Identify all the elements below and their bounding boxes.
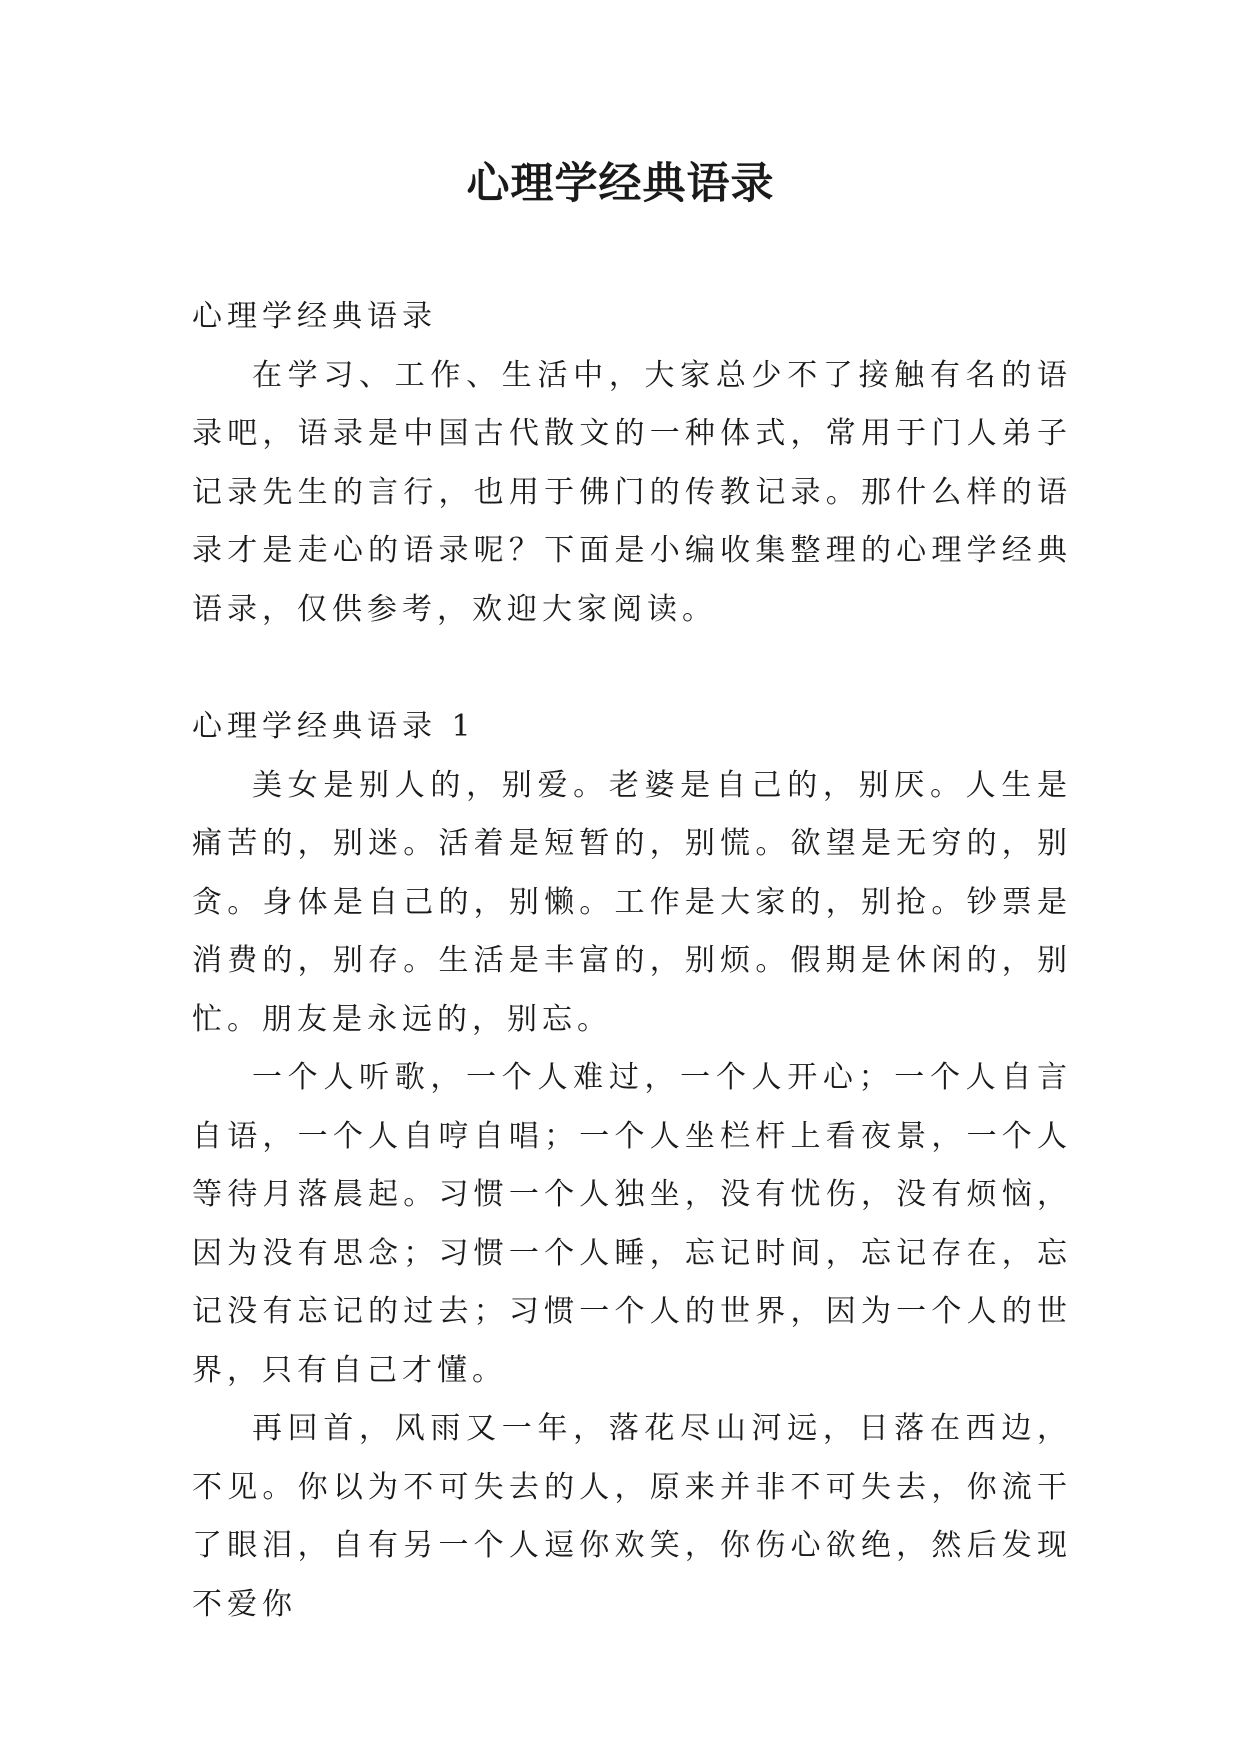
section-1-heading: 心理学经典语录 1: [192, 709, 476, 744]
section-1-paragraph-1: 美女是别人的，别爱。老婆是自己的，别厌。人生是痛苦的，别迷。活着是短暂的，别慌。欲望是无穷的，别贪。身体是自己的，别懒。工作是大家的，别抢。钞票是消费的，别存。生活是丰富的，别烦。假期是休闲的，别忙。朋友是永远的，别忘。: [192, 767, 1072, 1037]
section-1-paragraph-3: 再回首，风雨又一年，落花尽山河远，日落在西边，不见。你以为不可失去的人，原来并非不可失去，你流干了眼泪，自有另一个人逗你欢笑，你伤心欲绝，然后发现不爱你: [192, 1411, 1072, 1622]
intro-paragraph: 在学习、工作、生活中，大家总少不了接触有名的语录吧，语录是中国古代散文的一种体式，常用于门人弟子记录先生的言行，也用于佛门的传教记录。那什么样的语录才是走心的语录呢？下面是小编收集整理的心理学经典语录，仅供参考，欢迎大家阅读。: [192, 357, 1072, 627]
intro-heading: 心理学经典语录: [192, 299, 437, 334]
document-body: [192, 288, 1072, 1634]
document-title: 心理学经典语录: [466, 159, 775, 209]
section-1-paragraph-2: 一个人听歌，一个人难过，一个人开心；一个人自言自语，一个人自哼自唱；一个人坐栏杆上看夜景，一个人等待月落晨起。习惯一个人独坐，没有忧伤，没有烦恼，因为没有思念；习惯一个人睡，忘记时间，忘记存在，忘记没有忘记的过去；习惯一个人的世界，因为一个人的世界，只有自己才懂。: [192, 1060, 1072, 1388]
